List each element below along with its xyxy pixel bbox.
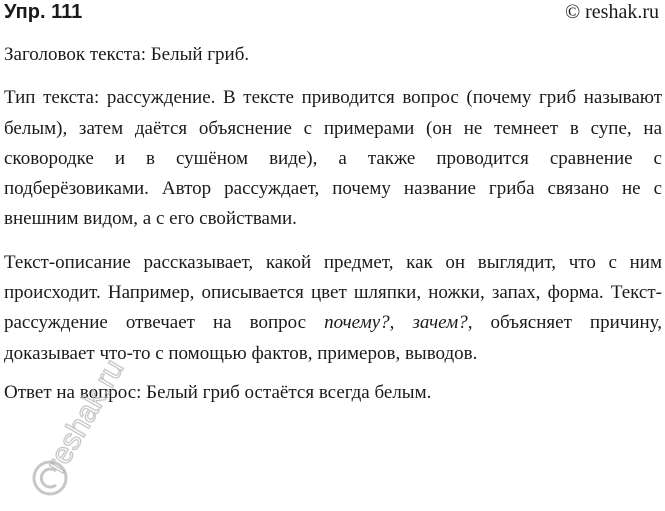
comparison-text-start: Текст-описание рассказывает, какой предмет, как он выглядит, что с ним происходит. Например, описывается цвет шляпки, ножки, запах, форма. Текст-рассуждение отвечает на вопрос <box>4 251 662 334</box>
comparison-paragraph <box>4 248 662 369</box>
text-type-paragraph: Тип текста: рассуждение. В тексте приводится вопрос (почему гриб называют белым), затем даётся объяснение с примерами (он не темнеет в супе, на сковородке и в сушёном виде), а также проводится сравнение с подберёзовиками. Автор рассуждает, почему название гриба связано не с внешним видом, а с его свойствами. <box>4 87 662 230</box>
document-body <box>4 40 662 408</box>
comparison-separator: , <box>389 312 413 334</box>
question-what-for: зачем? <box>412 312 468 334</box>
watermark-copyright-icon <box>34 462 66 494</box>
question-why: почему? <box>324 312 390 334</box>
source-credit: © reshak.ru <box>564 1 659 23</box>
page-header <box>0 0 665 26</box>
watermark-text: reshak.ru <box>39 353 131 479</box>
exercise-title: Упр. 111 <box>4 1 83 23</box>
answer-line: Ответ на вопрос: Белый гриб остаётся всегда белым. <box>4 381 432 403</box>
title-line: Заголовок текста: Белый гриб. <box>4 44 250 65</box>
comparison-text-end: , объясняет причину, доказывает что-то с помощью фактов, примеров, выводов. <box>4 312 662 364</box>
